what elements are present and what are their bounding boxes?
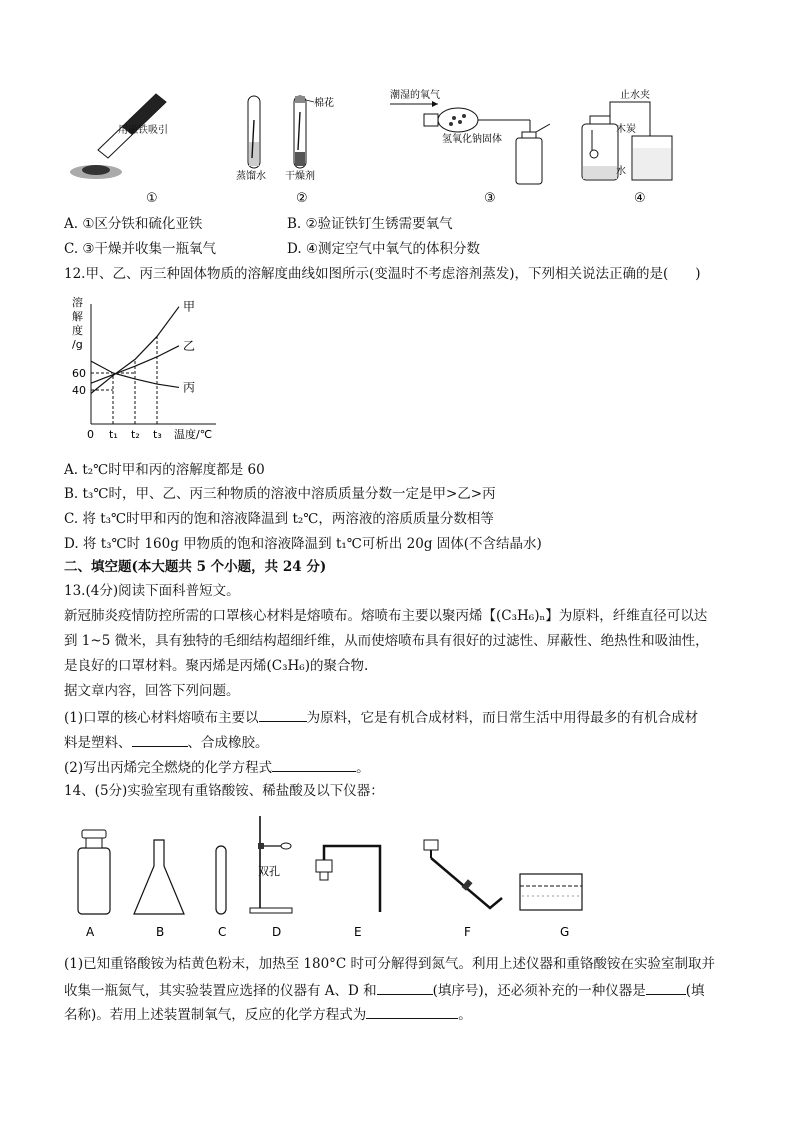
bent-tube-stopper-icon: [316, 846, 380, 912]
q13-q1-line2-text-1: 料是塑料、: [64, 735, 132, 751]
marker-2: ②: [296, 191, 308, 206]
q13-prompt: 据文章内容，回答下列问题。: [64, 683, 240, 699]
q14-blank-3[interactable]: [366, 1004, 458, 1019]
q13-q1-text-1: (1)口罩的核心材料熔喷布主要以: [64, 710, 259, 726]
y-tick-label: 60: [72, 367, 86, 380]
marker-4: ④: [634, 191, 646, 206]
x-tick-label: 0: [87, 428, 94, 441]
series-curve: [91, 307, 179, 394]
fig4-water-label: 水: [616, 166, 626, 177]
q12-option-d: D. 将 t₃℃时 160g 甲物质的饱和溶液降温到 t₁℃可析出 20g 固体(不含结晶水): [64, 536, 542, 552]
instrument-label-a: A: [86, 925, 95, 939]
q13-para-line-2: 到 1~5 微米，具有独特的毛细结构超细纤维，从而使熔喷布具有很好的过滤性、屏蔽性、绝热性和吸油性，: [64, 633, 709, 649]
test-tube-icon: [216, 846, 226, 914]
instrument-label-f: F: [464, 925, 471, 939]
moist-oxygen-label: 潮湿的氧气: [390, 90, 440, 101]
ylabel-char-4: /g: [72, 338, 83, 351]
instrument-label-c: C: [218, 925, 227, 939]
series-label: 甲: [183, 299, 196, 314]
x-tick-label: t₁: [109, 428, 118, 441]
section-2-heading: 二、填空题(本大题共 5 个小题，共 24 分): [64, 559, 327, 575]
q12-stem: 12.甲、乙、丙三种固体物质的溶解度曲线如图所示(变温时不考虑溶剂蒸发)，下列相关说法正确的是( ): [64, 266, 701, 282]
q11-figures: [60, 82, 700, 208]
q14-q1-line2-text-3: (填: [685, 983, 705, 999]
series-label: 乙: [183, 338, 196, 353]
conical-flask-icon: [134, 840, 184, 914]
ylabel-char-2: 解: [72, 310, 83, 323]
q13-stem: 13.(4分)阅读下面科普短文。: [64, 583, 240, 599]
solubility-chart: [66, 292, 236, 447]
q14-blank-1[interactable]: [377, 980, 433, 995]
test-tubes-figure: [236, 96, 334, 182]
cotton-label: 棉花: [314, 98, 334, 109]
q14-q1-line3-text-2: 。: [458, 1007, 472, 1023]
q14-q1-line2-text-2: (填序号)，还必须补充的一种仪器是: [432, 983, 646, 999]
instrument-label-b: B: [156, 925, 165, 939]
q11-option-c: C. ③干燥并收集一瓶氧气: [64, 241, 217, 257]
carbon-label: 木炭: [616, 124, 636, 135]
magnet-figure: [70, 94, 168, 179]
q12-option-b: B. t₃℃时，甲、乙、丙三种物质的溶液中溶质质量分数一定是甲>乙>丙: [64, 486, 496, 502]
q13-q1-text-2: 为原料，它是有机合成材料，而日常生活中用得最多的有机合成材: [306, 710, 699, 726]
instrument-label-e: E: [354, 925, 362, 939]
q13-para-line-1: 新冠肺炎疫情防控所需的口罩核心材料是熔喷布。熔喷布主要以聚丙烯【(C₃H₆)ₙ】为原料，纤维直径可以达: [64, 608, 708, 624]
magnet-label: 用磁铁吸引: [118, 125, 168, 136]
marker-3: ③: [484, 191, 496, 206]
q14-instruments: [60, 808, 600, 940]
q11-option-a: A. ①区分铁和硫化亚铁: [64, 216, 203, 232]
q14-q1-line2-text-1: 收集一瓶氮气，其实验装置应选择的仪器有 A、D 和: [64, 983, 377, 999]
q14-q1-line3-text-1: 名称)。若用上述装置制氧气，反应的化学方程式为: [64, 1007, 367, 1023]
q13-blank-3[interactable]: [272, 757, 356, 772]
y-tick-label: 40: [72, 384, 86, 397]
instrument-label-d: D: [272, 925, 282, 939]
x-axis-label: 温度/℃: [174, 428, 213, 441]
q14-blank-2[interactable]: [646, 980, 686, 995]
double-hole-label: 双孔: [258, 865, 280, 878]
ylabel-char-1: 溶: [72, 296, 83, 309]
water-trough-icon: [520, 874, 582, 910]
x-tick-label: t₃: [153, 428, 162, 441]
marker-1: ①: [146, 191, 158, 206]
q13-q2-line: [64, 757, 370, 777]
q13-para-line-3: 是良好的口罩材料。聚丙烯是丙烯(C₃H₆)的聚合物.: [64, 658, 369, 674]
q13-q2-text-1: (2)写出丙烯完全燃烧的化学方程式: [64, 760, 273, 776]
drying-collecting-figure: [390, 88, 550, 184]
q14-q1-line-1: (1)已知重铬酸铵为桔黄色粉末，加热至 180°C 时可分解得到氮气。利用上述仪器和重铬酸铵在实验室制取并: [64, 956, 716, 972]
q14-q1-line-2: [64, 980, 704, 1000]
series-label: 丙: [183, 380, 196, 395]
reagent-bottle-icon: [78, 830, 110, 914]
x-tick-label: t₂: [131, 428, 140, 441]
q13-q1-line2-text-2: 、合成橡胶。: [187, 735, 269, 751]
q13-blank-1[interactable]: [259, 707, 307, 722]
q11-option-b: B. ②验证铁钉生锈需要氧气: [287, 216, 453, 232]
delivery-tube-icon: [424, 840, 502, 908]
q12-option-c: C. 将 t₃℃时甲和丙的饱和溶液降温到 t₂℃，两溶液的溶质质量分数相等: [64, 511, 494, 527]
instrument-label-g: G: [560, 925, 570, 939]
distilled-water-label: 蒸馏水: [236, 171, 266, 182]
q11-option-d: D. ④测定空气中氧气的体积分数: [287, 241, 481, 257]
q13-q1-line-2: [64, 732, 269, 752]
q13-q2-text-2: 。: [356, 760, 370, 776]
ylabel-char-3: 度: [72, 324, 83, 337]
naoh-label: 氢氧化钠固体: [442, 134, 502, 145]
clamp-label: 止水夹: [620, 90, 650, 101]
q14-q1-line-3: [64, 1004, 472, 1024]
q13-q1-line-1: [64, 707, 698, 727]
q13-blank-2[interactable]: [132, 732, 188, 747]
q12-option-a: A. t₂℃时甲和丙的溶解度都是 60: [64, 462, 265, 478]
q14-stem: 14、(5分)实验室现有重铬酸铵、稀盐酸及以下仪器：: [64, 783, 384, 799]
iron-stand-icon: [250, 816, 292, 913]
oxygen-measure-figure: [582, 88, 672, 180]
desiccant-label: 干燥剂: [285, 171, 315, 182]
